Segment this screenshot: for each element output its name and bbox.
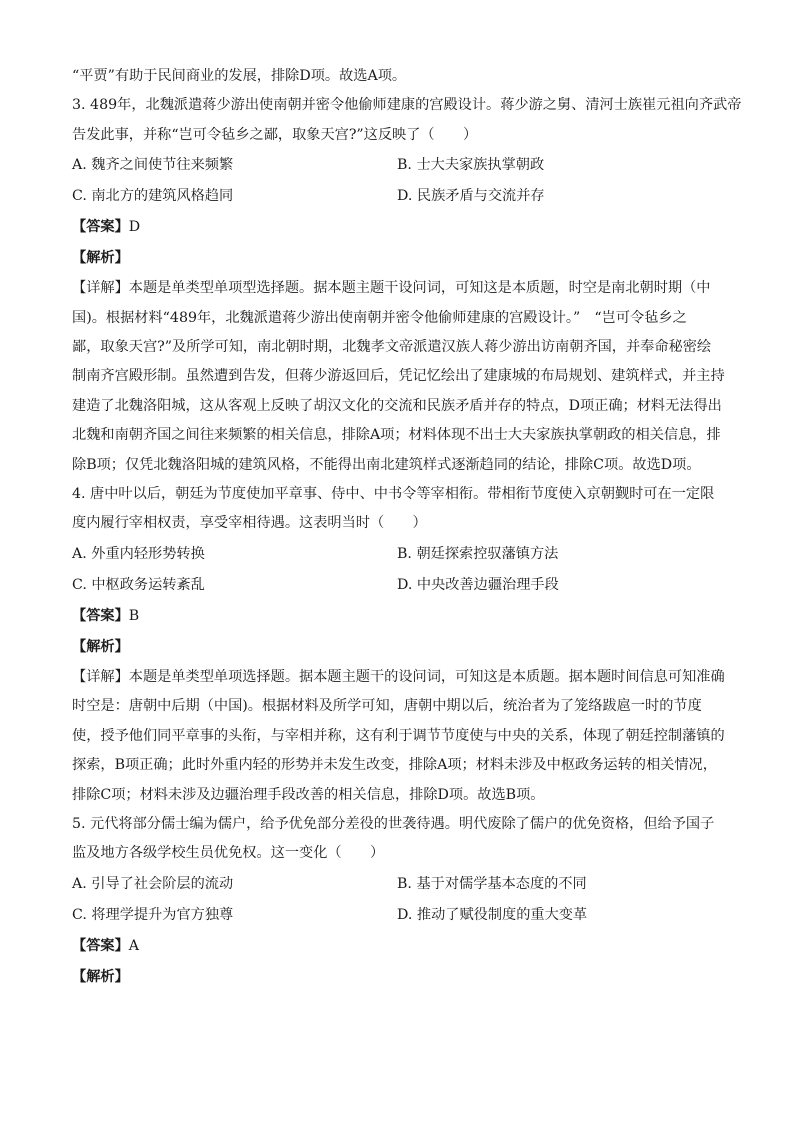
detail-line: 北魏和南朝齐国之间往来频繁的相关信息，排除A项；材料体现不出士大夫家族执掌朝政的相关信息，排 — [72, 427, 721, 444]
analysis-label-text: 【解析】 — [72, 250, 129, 267]
option-row — [72, 869, 724, 900]
option-a: A. 魏齐之间使节往来频繁 — [72, 157, 234, 174]
option-d: D. 推动了赋役制度的重大变革 — [397, 906, 588, 923]
option-b: B. 士大夫家族执掌朝政 — [397, 157, 545, 174]
detail-line: 除B项；仅凭北魏洛阳城的建筑风格，不能得出南北建筑样式逐渐趋同的结论，排除C项。故选D项。 — [72, 456, 701, 473]
answer-value: B — [128, 607, 140, 624]
answer-line — [72, 601, 724, 632]
option-c: C. 将理学提升为官方独尊 — [72, 906, 234, 923]
option-d: D. 民族矛盾与交流并存 — [397, 188, 545, 205]
question-stem-line: 度内履行宰相权责，享受宰相待遇。这表明当时（ ） — [72, 515, 427, 532]
document-page — [72, 62, 742, 993]
analysis-label-text: 【解析】 — [72, 968, 129, 985]
option-b: B. 基于对儒学基本态度的不同 — [397, 875, 587, 892]
analysis-label — [72, 632, 724, 663]
question-stem-line: 告发此事，并称“岂可令毡乡之鄙，取象天宫?”这反映了（ ） — [72, 126, 478, 143]
question-4 — [72, 480, 724, 810]
option-b: B. 朝廷探索控驭藩镇方法 — [397, 545, 559, 562]
option-d: D. 中央改善边疆治理手段 — [397, 576, 559, 593]
question-stem-line: 4. 唐中叶以后，朝廷为节度使加平章事、侍中、中书令等宰相衔。带相衔节度使入京朝觐时可在一定限 — [72, 486, 715, 503]
answer-value: A — [128, 937, 140, 954]
option-row — [72, 181, 724, 212]
detail-line: 排除C项；材料未涉及边疆治理手段改善的相关信息，排除D项。故选B项。 — [72, 786, 545, 803]
option-row — [72, 539, 724, 570]
detail-line: 使，授予他们同平章事的头衔，与宰相并称，这有利于调节节度使与中央的关系，体现了朝廷控制藩镇的 — [72, 727, 725, 744]
answer-label: 【答案】 — [72, 607, 129, 624]
option-c: C. 南北方的建筑风格趋同 — [72, 188, 234, 205]
analysis-label — [72, 243, 724, 274]
option-row — [72, 900, 724, 931]
answer-value: D — [128, 219, 141, 236]
answer-label: 【答案】 — [72, 937, 129, 954]
detail-line: 时空是：唐朝中后期（中国)。根据材料及所学可知，唐朝中期以后，统治者为了笼络跋扈一时的节度 — [72, 698, 702, 715]
detail-line: 【详解】本题是单类型单项型选择题。据本题主题干设问词，可知这是本质题，时空是南北朝时期（中 — [72, 280, 711, 297]
answer-line — [72, 931, 724, 962]
option-row — [72, 570, 724, 601]
analysis-label — [72, 962, 724, 993]
question-5 — [72, 810, 724, 993]
detail-line: 【详解】本题是单类型单项选择题。据本题主题干的设问词，可知这是本质题。据本题时间信息可知准确 — [72, 668, 725, 685]
analysis-label-text: 【解析】 — [72, 638, 129, 655]
answer-label: 【答案】 — [72, 219, 129, 236]
question-stem-line: 监及地方各级学校生员优免权。这一变化（ ） — [72, 845, 385, 862]
option-c: C. 中枢政务运转紊乱 — [72, 576, 205, 593]
question-stem-line: 5. 元代将部分儒士编为儒户，给予优免部分差役的世袭待遇。明代废除了儒户的优免资格，但给予国子 — [72, 815, 715, 832]
detail-line: 建造了北魏洛阳城，这从客观上反映了胡汉文化的交流和民族矛盾并存的特点，D项正确；材料无法得出 — [72, 397, 722, 414]
detail-line: 制南齐宫殿形制。虽然遭到告发，但蒋少游返回后，凭记忆绘出了建康城的布局规划、建筑样式，并主持 — [72, 368, 725, 385]
answer-line — [72, 212, 724, 243]
question-stem-line: 3. 489年，北魏派遣蒋少游出使南朝并密令他偷师建康的宫殿设计。蒋少游之舅、清河士族崔元祖向齐武帝 — [72, 97, 742, 114]
intro-line: “平贾”有助于民间商业的发展，排除D项。故选A项。 — [72, 68, 407, 84]
detail-line: 鄙，取象天宫?”及所学可知，南北朝时期，北魏孝文帝派遣汉族人蒋少游出访南朝齐国，并奉命秘密绘 — [72, 339, 712, 356]
question-3 — [72, 91, 742, 480]
option-row — [72, 150, 724, 181]
option-a: A. 引导了社会阶层的流动 — [72, 875, 234, 892]
detail-line: 国)。根据材料“489年，北魏派遣蒋少游出使南朝并密令他偷师建康的宫殿设计。” “岂可令毡乡之 — [72, 309, 687, 326]
detail-line: 探索，B项正确；此时外重内轻的形势并未发生改变，排除A项；材料未涉及中枢政务运转的相关情况， — [72, 757, 717, 774]
option-a: A. 外重内轻形势转换 — [72, 545, 205, 562]
